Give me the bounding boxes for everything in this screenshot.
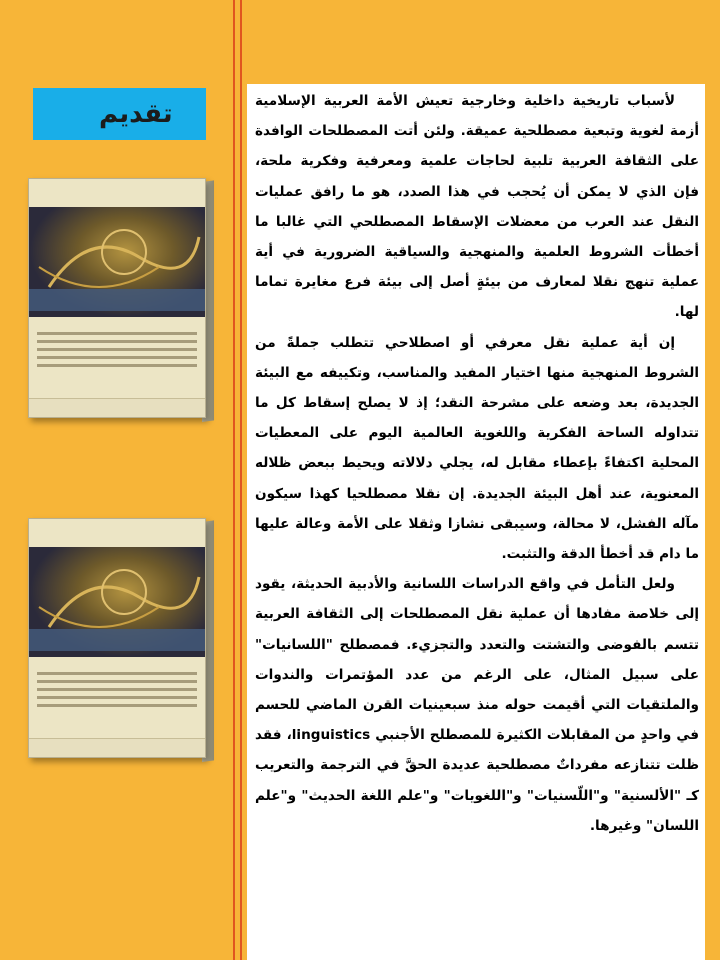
article-text-panel [247, 84, 705, 960]
book-image-1 [28, 178, 214, 420]
divider-line-right [240, 0, 242, 960]
paragraph-1: لأسباب تاريخية داخلية وخارجية تعيش الأمة العربية الإسلامية أزمة لغوية وتبعية مصطلحية عميقة. ولئن أتت المصطلحات الوافدة على الثقافة العربية تلبية لحاجات علمية ومعرفية وفكرية ملحة، فإن الذي لا يمكن أن يُحجب في هذا الصدد، هو ما رافق عمليات النقل عند العرب من معضلات الإسقاط المصطلحي التي غالبا ما أخطأت الشروط العلمية والمنهجية والسياقية الضرورية في أية عملية تنهج نقلا لمعارف من بيئةٍ أصل إلى بيئة فرع مغايرة تماما لها. [255, 93, 699, 321]
heading-box [33, 88, 206, 140]
paragraph-3: ولعل التأمل في واقع الدراسات اللسانية والأدبية الحديثة، يقود إلى خلاصة مفادها أن عملية نقل المصطلحات إلى الثقافة العربية تتسم بالفوضى والتشتت والتعدد والتجزيء. فمصطلح "اللسانيات" على سبيل المثال، على الرغم من عدد المؤتمرات والندوات والملتقيات التي أقيمت حوله منذ سبعينيات القرن الماضي للحسم في واحدٍ من المقابلات الكثيرة للمصطلح الأجنبي linguistics، فقد ظلت تتنازعه مفرداتٌ مصطلحية عديدة الحقَّ في الترجمة والتعريب كـ "الألسنية" و"اللّسنيات" و"اللغويات" و"علم اللغة الحديث" و"علم اللسان" وغيرها. [255, 576, 699, 834]
paragraph-2: إن أية عملية نقل معرفي أو اصطلاحي تتطلب جملةً من الشروط المنهجية منها اختيار المفيد والمناسب، وتكييفه مع البيئة الجديدة، بعد وضعه على مشرحة النقد؛ إذ لا يصلح إسقاط كل ما تتداوله الساحة الفكرية واللغوية العالمية اليوم على المعطيات المحلية اكتفاءً بإعطاء مقابل له، يجلي دلالاته ويحيط ببعض ظلاله المعنوية، عند أهل البيئة الجديدة. إن نقلا مصطلحيا كهذا سيكون مآله الفشل، لا محالة، وسيبقى نشازا وثقلا على الأمة وعالة عليها ما دام قد أخطأ الدقة والتثبت. [255, 334, 699, 563]
page-title: تقديم [99, 99, 173, 129]
book-image-2 [28, 518, 214, 760]
divider-line-left [233, 0, 235, 960]
